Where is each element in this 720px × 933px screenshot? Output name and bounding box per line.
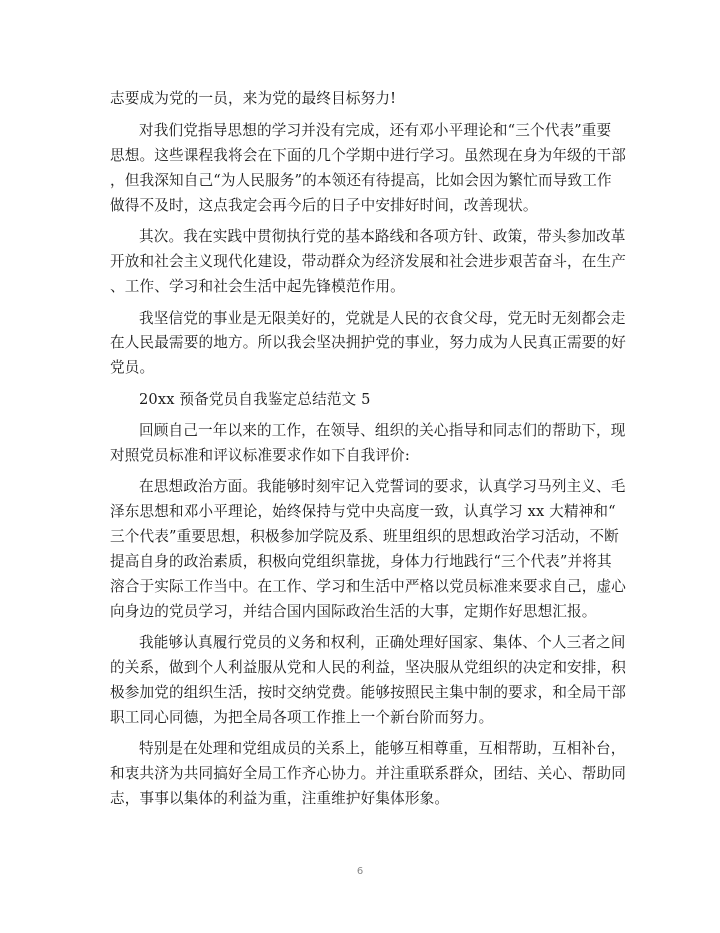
text-line: 开放和社会主义现代化建设，带动群众为经济发展和社会进步艰苦奋斗，在生产: [110, 253, 627, 270]
text-line: 的关系，做到个人利益服从党和人民的利益，坚决服从党组织的决定和安排，积: [110, 659, 627, 676]
text-line: 职工同心同德，为把全局各项工作推上一个新台阶而努力。: [110, 709, 494, 726]
paragraph-first-line: 对我们党指导思想的学习并没有完成，还有邓小平理论和“三个代表”重要: [139, 122, 612, 139]
text-line: 向身边的党员学习，并结合国内国际政治生活的大事，定期作好思想汇报。: [110, 603, 597, 620]
paragraph-first-line: 在思想政治方面。我能够时刻牢记入党誓词的要求，认真学习马列主义、毛: [139, 478, 626, 495]
text-line: 提高自身的政治素质，积极向党组织靠拢，身体力行地践行“三个代表”并将其: [110, 553, 612, 570]
text-line: 志要成为党的一员，来为党的最终目标努力!: [110, 90, 397, 107]
paragraph-first-line: 回顾自己一年以来的工作，在领导、组织的关心指导和同志们的帮助下，现: [139, 422, 626, 439]
page-number: 6: [356, 866, 364, 877]
section-heading: 20xx 预备党员自我鉴定总结范文 5: [139, 391, 371, 408]
text-line: 对照党员标准和评议标准要求作如下自我评价:: [110, 447, 410, 464]
text-line: 、工作、学习和社会生活中起先锋模范作用。: [110, 278, 405, 295]
text-line: 极参加党的组织生活，按时交纳党费。能够按照民主集中制的要求，和全局干部: [110, 684, 627, 701]
text-line: 思想。这些课程我将会在下面的几个学期中进行学习。虽然现在身为年级的干部: [110, 147, 627, 164]
paragraph-first-line: 我坚信党的事业是无限美好的，党就是人民的衣食父母，党无时无刻都会走: [139, 310, 626, 327]
text-line: 做得不及时，这点我定会再今后的日子中安排好时间，改善现状。: [110, 197, 538, 214]
text-line: 溶合于实际工作当中。在工作、学习和生活中严格以党员标准来要求自己，虚心: [110, 578, 627, 595]
text-line: ，但我深知自己“为人民服务”的本领还有待提高，比如会因为繁忙而导致工作: [110, 172, 612, 189]
text-line: 泽东思想和邓小平理论，始终保持与党中央高度一致，认真学习 xx 大精神和“: [110, 503, 616, 520]
text-line: 在人民最需要的地方。所以我会坚决拥护党的事业，努力成为人民真正需要的好: [110, 334, 627, 351]
text-line: 三个代表”重要思想，积极参加学院及系、班里组织的思想政治学习活动，不断: [110, 528, 619, 545]
text-line: 党员。: [110, 359, 155, 376]
paragraph-first-line: 特别是在处理和党组成员的关系上，能够互相尊重，互相帮助，互相补台，: [139, 740, 626, 757]
paragraph-first-line: 其次。我在实践中贯彻执行党的基本路线和各项方针、政策，带头参加改革: [139, 228, 626, 245]
text-line: 和衷共济为共同搞好全局工作齐心协力。并注重联系群众，团结、关心、帮助同: [110, 765, 627, 782]
paragraph-first-line: 我能够认真履行党员的义务和权利，正确处理好国家、集体、个人三者之间: [139, 634, 626, 651]
text-line: 志，事事以集体的利益为重，注重维护好集体形象。: [110, 790, 450, 807]
